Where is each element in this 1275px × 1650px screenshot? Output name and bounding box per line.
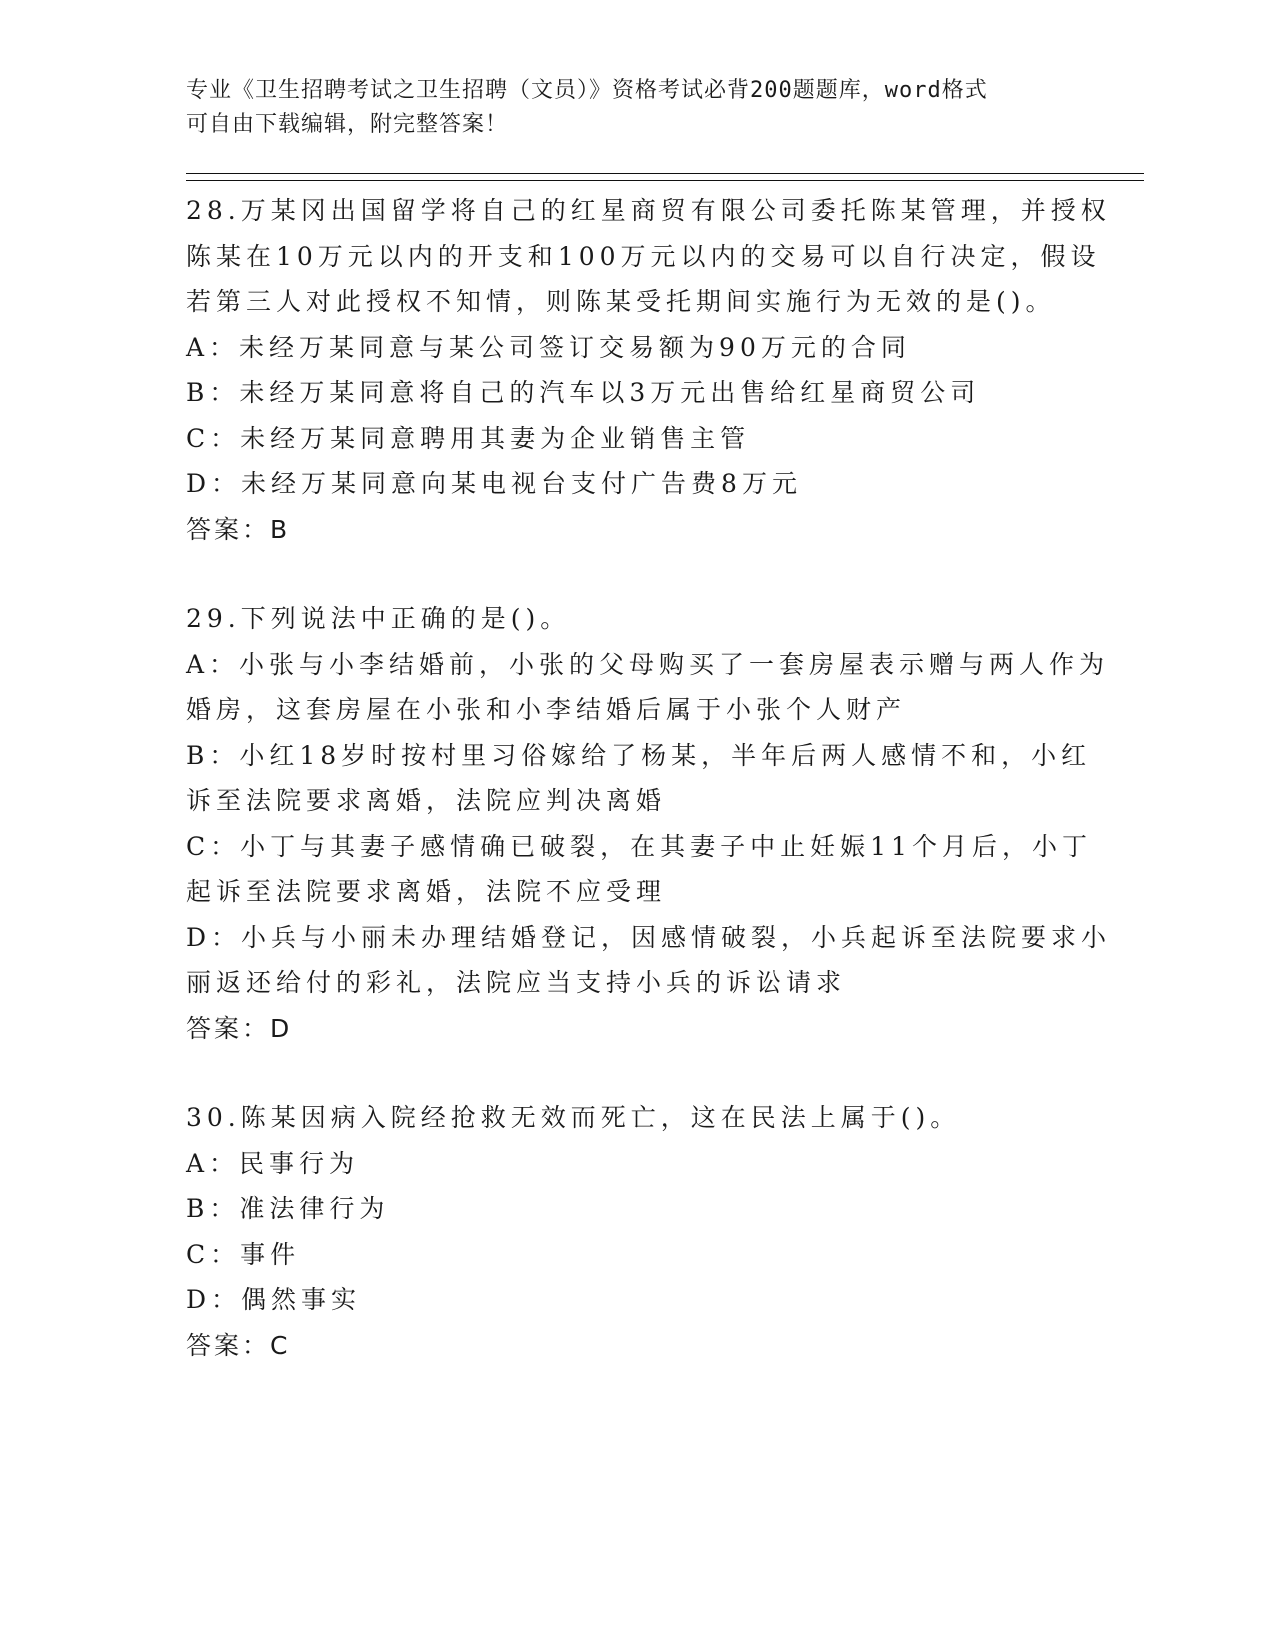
question-block-29 [186,596,1112,1051]
header-line-2: 可自由下载编辑，附完整答案！ [186,112,509,137]
question-28-option-d: D：未经万某同意向某电视台支付广告费8万元 [186,469,802,498]
question-30-option-d: D：偶然事实 [186,1285,362,1314]
question-28-stem-line-3: 若第三人对此授权不知情，则陈某受托期间实施行为无效的是()。 [186,287,1056,316]
question-29-option-a-line-1: A：小张与小李结婚前，小张的父母购买了一套房屋表示赠与两人作为 [186,649,1110,679]
question-29-option-c-line-1: C：小丁与其妻子感情确已破裂，在其妻子中止妊娠11个月后，小丁 [186,831,1092,861]
question-block-30 [186,1095,1086,1368]
question-list [186,188,1112,1412]
question-29-option-b-line-2: 诉至法院要求离婚，法院应判决离婚 [186,786,667,815]
question-29-option-d-line-1: D：小兵与小丽未办理结婚登记，因感情破裂，小兵起诉至法院要求小 [186,922,1112,952]
question-30-answer: 答案：C [186,1330,291,1360]
question-28-option-c: C：未经万某同意聘用其妻为企业销售主管 [186,423,751,453]
question-29-stem: 29.下列说法中正确的是()。 [186,604,571,633]
header-line-1: 专业《卫生招聘考试之卫生招聘（文员）》资格考试必背200题题库，word格式 [186,78,988,103]
question-30-stem: 30.陈某因病入院经抢救无效而死亡，这在民法上属于()。 [186,1103,961,1132]
question-29-option-b-line-1: B：小红18岁时按村里习俗嫁给了杨某，半年后两人感情不和，小红 [186,740,1092,770]
question-30-option-c: C：事件 [186,1239,301,1269]
question-29-option-a-line-2: 婚房，这套房屋在小张和小李结婚后属于小张个人财产 [186,695,907,724]
question-29-option-c-line-2: 起诉至法院要求离婚，法院不应受理 [186,877,667,906]
question-30-option-a: A：民事行为 [186,1148,360,1178]
question-30-option-b: B：准法律行为 [186,1194,390,1223]
question-block-28 [186,188,1111,552]
document-header [186,74,1086,142]
question-28-stem-line-1: 28.万某冈出国留学将自己的红星商贸有限公司委托陈某管理，并授权 [186,196,1111,225]
header-divider-top [186,173,1144,174]
question-28-stem-line-2: 陈某在10万元以内的开支和100万元以内的交易可以自行决定，假设 [186,241,1101,271]
question-28-answer: 答案：B [186,514,291,544]
question-29-option-d-line-2: 丽返还给付的彩礼，法院应当支持小兵的诉讼请求 [186,968,847,997]
question-28-option-a: A：未经万某同意与某公司签订交易额为90万元的合同 [186,332,911,362]
question-29-answer: 答案：D [186,1013,293,1043]
header-divider-bottom [186,180,1144,181]
question-28-option-b: B：未经万某同意将自己的汽车以3万元出售给红星商贸公司 [186,378,981,407]
